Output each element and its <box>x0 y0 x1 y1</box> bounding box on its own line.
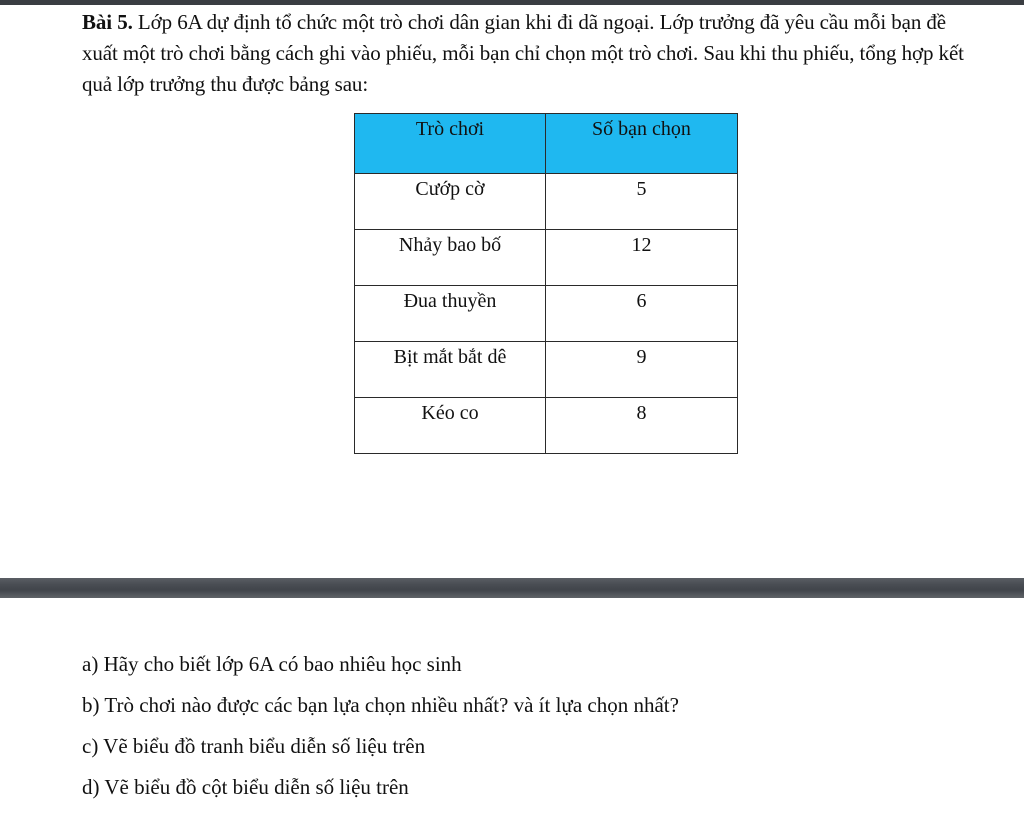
question-a: a) Hãy cho biết lớp 6A có bao nhiêu học sinh <box>82 652 462 676</box>
cell-game: Cướp cờ <box>355 174 546 230</box>
cell-count: 9 <box>546 342 738 398</box>
table-row <box>355 398 738 454</box>
header-game: Trò chơi <box>355 114 546 174</box>
cell-count: 12 <box>546 230 738 286</box>
cell-game: Bịt mắt bắt dê <box>355 342 546 398</box>
table-header-row <box>355 114 738 174</box>
question-list <box>82 650 679 814</box>
table-row <box>355 230 738 286</box>
table-row <box>355 286 738 342</box>
cell-count: 5 <box>546 174 738 230</box>
table-row <box>355 174 738 230</box>
document-page-upper <box>0 5 1024 578</box>
question-b: b) Trò chơi nào được các bạn lựa chọn nhiều nhất? và ít lựa chọn nhất? <box>82 693 679 717</box>
cell-count: 8 <box>546 398 738 454</box>
cell-game: Kéo co <box>355 398 546 454</box>
survey-table <box>354 113 738 454</box>
problem-heading: Bài 5. <box>82 10 133 34</box>
cell-game: Đua thuyền <box>355 286 546 342</box>
question-d: d) Vẽ biểu đồ cột biểu diễn số liệu trên <box>82 775 409 799</box>
table-row <box>355 342 738 398</box>
page-break-divider <box>0 578 1024 598</box>
problem-text: Lớp 6A dự định tổ chức một trò chơi dân gian khi đi dã ngoại. Lớp trưởng đã yêu cầu mỗi bạn đề xuất một trò chơi bằng cách ghi vào phiếu, mỗi bạn chỉ chọn một trò chơi. Sau khi thu phiếu, tổng hợp kết quả lớp trưởng thu được bảng sau: <box>82 10 964 96</box>
question-c: c) Vẽ biểu đồ tranh biểu diễn số liệu trên <box>82 734 426 758</box>
cell-count: 6 <box>546 286 738 342</box>
header-count: Số bạn chọn <box>546 114 738 174</box>
cell-game: Nhảy bao bố <box>355 230 546 286</box>
document-page-lower <box>0 598 1024 800</box>
problem-statement <box>82 7 982 100</box>
